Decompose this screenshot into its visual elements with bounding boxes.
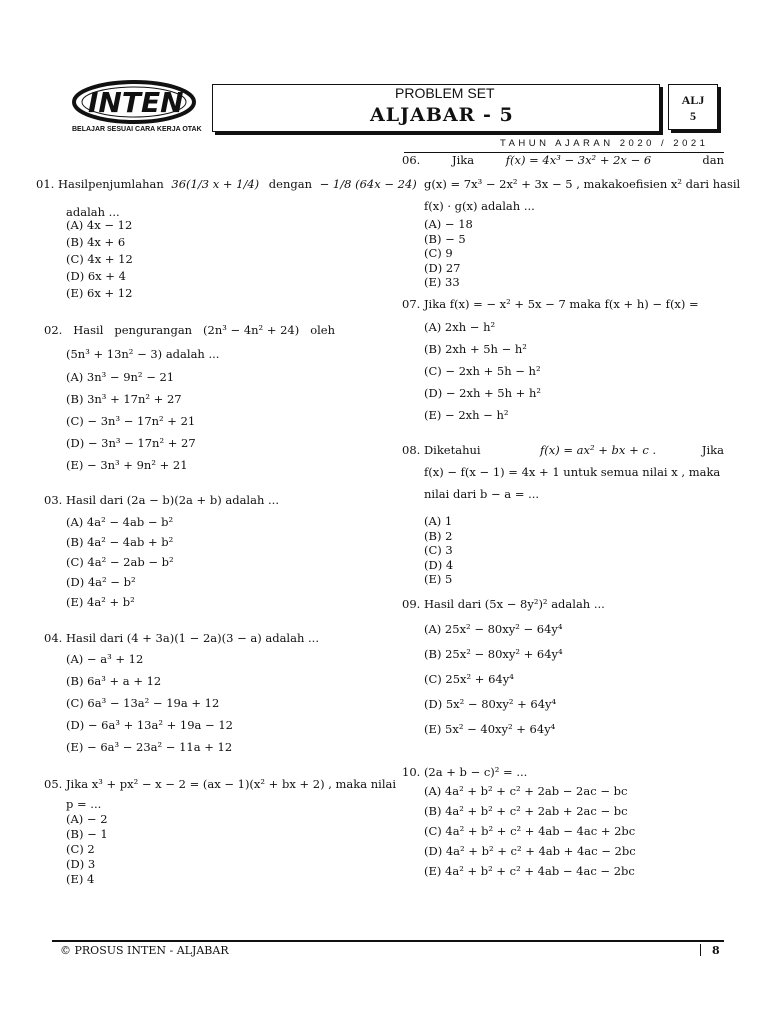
question-10: 10. (2a + b − c)² = ... — [402, 765, 528, 779]
q08-jika: Jika — [701, 443, 724, 457]
q08-line2: f(x) − f(x − 1) = 4x + 1 untuk semua nilai x , maka — [424, 465, 721, 479]
option[interactable]: (B) 4a² − 4ab + b² — [66, 535, 174, 549]
option[interactable]: (E) 4 — [66, 872, 95, 886]
option[interactable]: (A) 25x² − 80xy² − 64y⁴ — [424, 622, 563, 636]
option[interactable]: (D) − 3n³ − 17n² + 27 — [66, 436, 196, 450]
q06-line3: f(x) · g(x) adalah ... — [424, 199, 535, 213]
question-01 — [36, 176, 417, 192]
question-03: 03. Hasil dari (2a − b)(2a + b) adalah ... — [44, 493, 279, 507]
problem-set-label: PROBLEM SET — [395, 85, 495, 101]
q06-jika: Jika — [451, 153, 475, 167]
q05-options — [66, 812, 108, 887]
question-09: 09. Hasil dari (5x − 8y²)² adalah ... — [402, 597, 605, 611]
option[interactable]: (C) 9 — [424, 246, 453, 260]
option[interactable]: (E) 4a² + b² + c² + 4ab − 4ac − 2bc — [424, 864, 635, 878]
option[interactable]: (A) 4a² + b² + c² + 2ab − 2ac − bc — [424, 784, 628, 798]
option[interactable]: (B) 2 — [424, 528, 453, 543]
option[interactable]: (C) 4x + 12 — [66, 252, 133, 266]
question-08 — [402, 442, 724, 458]
q01-mid: dengan — [268, 177, 312, 191]
option[interactable]: (E) − 2xh − h² — [424, 408, 509, 422]
academic-year: TAHUN AJARAN 2020 / 2021 — [500, 138, 709, 149]
option[interactable]: (B) 3n³ + 17n² + 27 — [66, 392, 182, 406]
logo-tagline: BELAJAR SESUAI CARA KERJA OTAK — [72, 126, 202, 133]
question-02: 02. Hasil pengurangan (2n³ − 4n² + 24) oleh — [44, 323, 336, 337]
option[interactable]: (D) 27 — [424, 260, 461, 275]
option[interactable]: (C) 6a³ − 13a² − 19a + 12 — [66, 696, 220, 710]
q06-line2: g(x) = 7x³ − 2x² + 3x − 5 , makakoefisien x² dari hasil — [424, 177, 741, 191]
option[interactable]: (C) − 2xh + 5h − h² — [424, 364, 541, 378]
page-title: ALJABAR - 5 — [370, 104, 514, 126]
q06-options — [424, 217, 473, 290]
option[interactable]: (D) 5x² − 80xy² + 64y⁴ — [424, 697, 557, 711]
option[interactable]: (D) 4a² − b² — [66, 575, 136, 589]
option[interactable]: (B) 2xh + 5h − h² — [424, 342, 527, 356]
q01-options — [66, 218, 133, 301]
option[interactable]: (E) 4a² + b² — [66, 595, 135, 609]
code-box — [668, 84, 718, 130]
question-07: 07. Jika f(x) = − x² + 5x − 7 maka f(x + h) − f(x) = — [402, 297, 699, 311]
option[interactable]: (E) 5 — [424, 572, 453, 586]
option[interactable]: (A) − a³ + 12 — [66, 652, 144, 666]
q10-options — [424, 784, 636, 879]
option[interactable]: (D) 4a² + b² + c² + 4ab + 4ac − 2bc — [424, 844, 636, 858]
q05-line2: p = ... — [66, 797, 102, 811]
option[interactable]: (B) − 5 — [424, 231, 466, 246]
option[interactable]: (C) 3 — [424, 543, 453, 557]
option[interactable]: (A) 1 — [424, 514, 453, 528]
option[interactable]: (D) − 2xh + 5h + h² — [424, 386, 541, 400]
option[interactable]: (C) 25x² + 64y⁴ — [424, 672, 514, 686]
option[interactable]: (D) 3 — [66, 857, 96, 871]
logo-wordmark: INTEN — [88, 86, 184, 119]
option[interactable]: (E) 33 — [424, 275, 460, 289]
option[interactable]: (C) − 3n³ − 17n² + 21 — [66, 414, 196, 428]
footer-label: © PROSUS INTEN - ALJABAR — [60, 944, 229, 957]
option[interactable]: (A) 4x − 12 — [66, 218, 133, 232]
option[interactable]: (A) 2xh − h² — [424, 320, 496, 334]
q06-dan: dan — [702, 153, 724, 167]
question-05: 05. Jika x³ + px² − x − 2 = (ax − 1)(x² + bx + 2) , maka nilai — [44, 777, 397, 791]
option[interactable]: (B) 4x + 6 — [66, 235, 126, 249]
option[interactable]: (A) 4a² − 4ab − b² — [66, 515, 174, 529]
option[interactable]: (E) − 6a³ − 23a² − 11a + 12 — [66, 740, 233, 754]
option[interactable]: (A) − 2 — [66, 812, 108, 826]
option[interactable]: (B) 6a³ + a + 12 — [66, 674, 162, 688]
q02-line2: (5n³ + 13n² − 3) adalah ... — [66, 347, 220, 361]
option[interactable]: (C) 4a² − 2ab − b² — [66, 555, 174, 569]
option[interactable]: (C) 2 — [66, 842, 95, 856]
question-04: 04. Hasil dari (4 + 3a)(1 − 2a)(3 − a) adalah ... — [44, 631, 319, 645]
q02-options — [66, 370, 196, 473]
q09-options — [424, 622, 563, 737]
q06-fx: f(x) = 4x³ − 3x² + 2x − 6 — [505, 153, 652, 167]
option[interactable]: (B) 25x² − 80xy² + 64y⁴ — [424, 647, 563, 661]
option[interactable]: (D) 4 — [424, 557, 454, 572]
q01-text: 01. Hasilpenjumlahan — [36, 177, 164, 191]
option[interactable]: (E) 6x + 12 — [66, 286, 133, 300]
inten-logo — [72, 80, 212, 142]
option[interactable]: (A) 3n³ − 9n² − 21 — [66, 370, 175, 384]
option[interactable]: (B) − 1 — [66, 827, 108, 841]
q06-num: 06. — [402, 153, 421, 167]
footer-tick — [700, 944, 701, 956]
q07-options — [424, 320, 541, 423]
footer-divider — [52, 940, 724, 942]
page-number: 8 — [712, 944, 720, 957]
option[interactable]: (E) − 3n³ + 9n² + 21 — [66, 458, 188, 472]
code-line-2: 5 — [690, 109, 696, 123]
q04-options — [66, 652, 233, 755]
q08-line3: nilai dari b − a = ... — [424, 487, 540, 501]
code-line-1: ALJ — [681, 93, 705, 107]
q01-expr: 36(1/3 x + 1/4) — [171, 177, 260, 191]
option[interactable]: (D) − 6a³ + 13a² + 19a − 12 — [66, 718, 233, 732]
q01-expr2: − 1/8 (64x − 24) — [319, 177, 417, 191]
q08-options — [424, 514, 453, 587]
q03-options — [66, 515, 174, 610]
option[interactable]: (C) 4a² + b² + c² + 4ab − 4ac + 2bc — [424, 824, 636, 838]
q08-fx: f(x) = ax² + bx + c . — [540, 443, 657, 457]
option[interactable]: (D) 6x + 4 — [66, 269, 126, 283]
q08-lead: 08. Diketahui — [402, 443, 481, 457]
option[interactable]: (A) − 18 — [424, 217, 473, 231]
option[interactable]: (E) 5x² − 40xy² + 64y⁴ — [424, 722, 556, 736]
q01-post: adalah ... — [66, 205, 120, 219]
question-06 — [402, 152, 724, 168]
option[interactable]: (B) 4a² + b² + c² + 2ab + 2ac − bc — [424, 804, 628, 818]
